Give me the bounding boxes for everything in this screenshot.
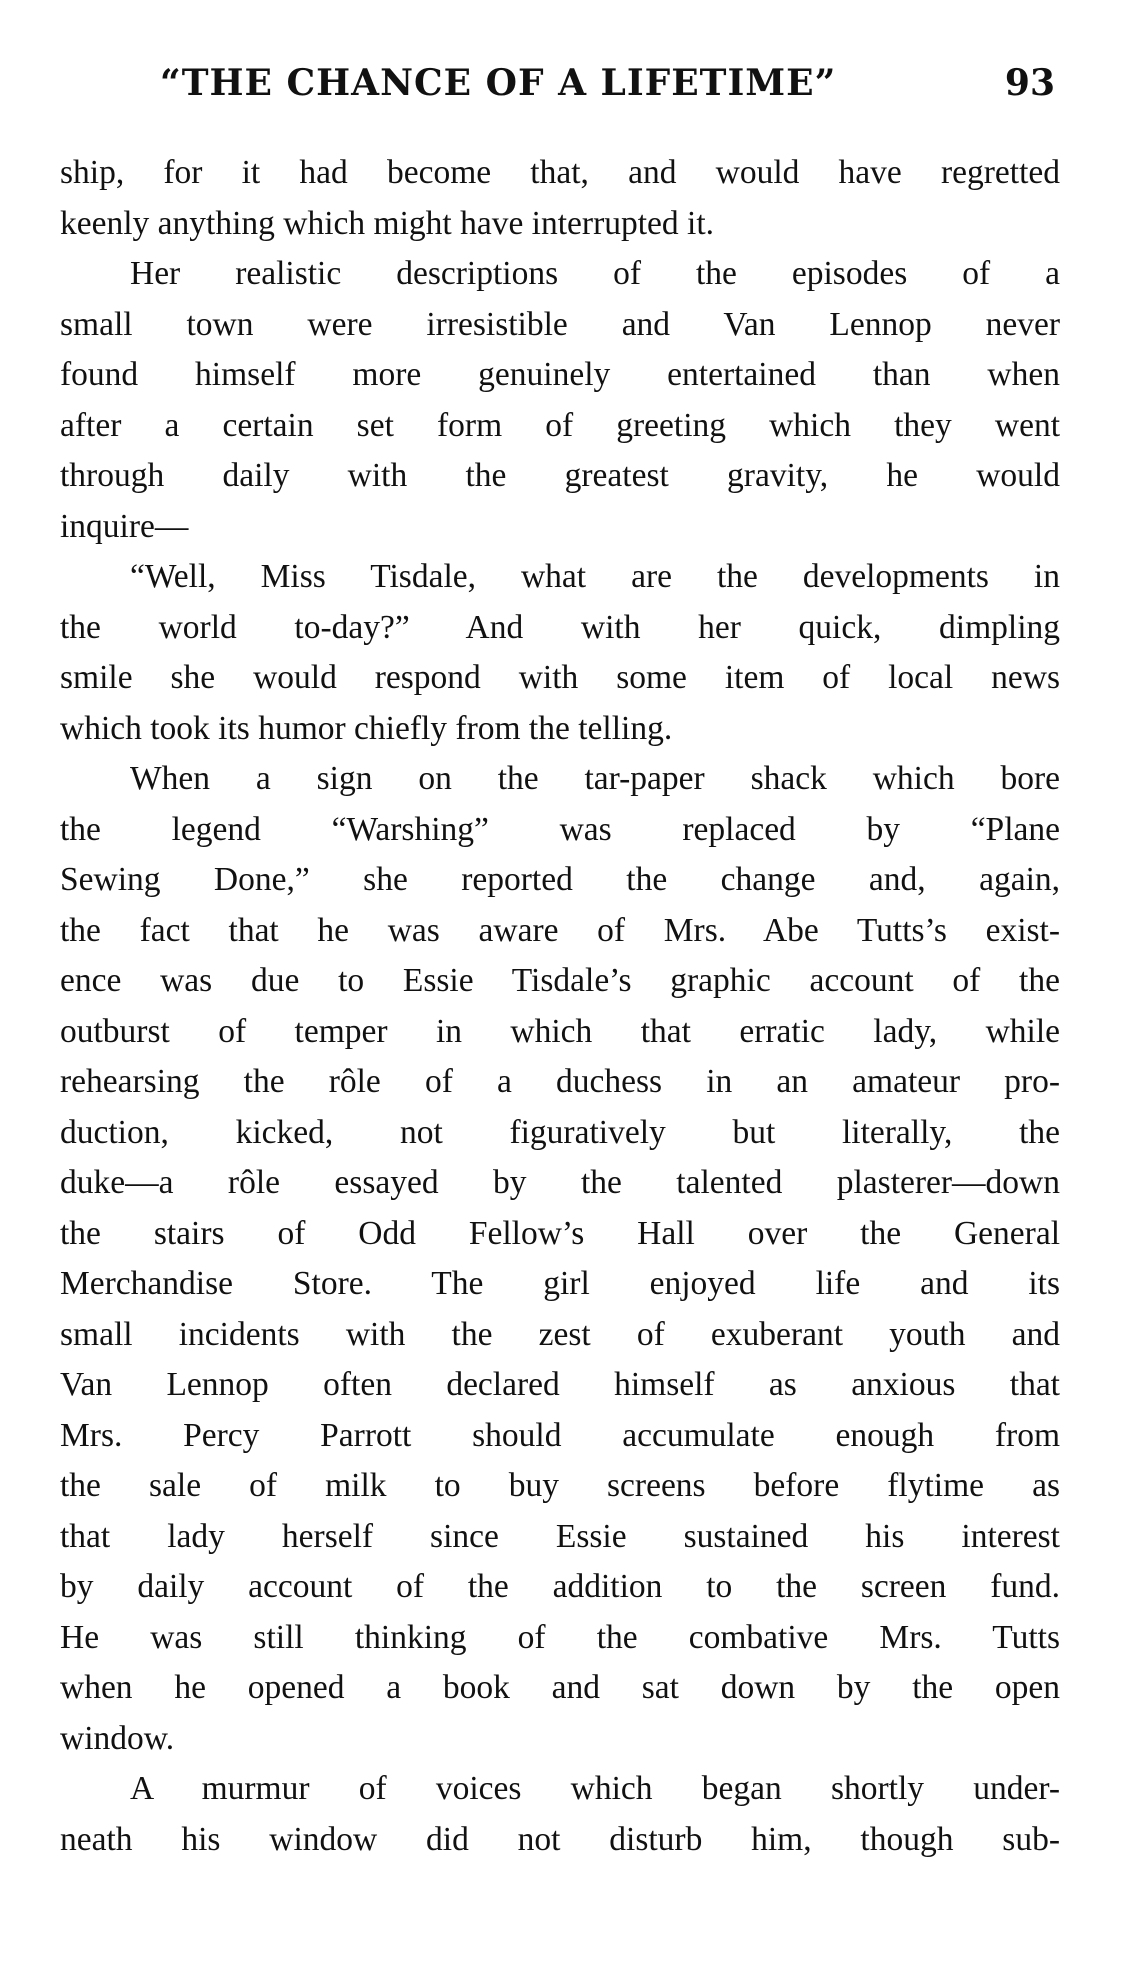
text-line: Van Lennop often declared himself as anxious that [60, 1366, 1060, 1403]
text-line: window. [60, 1719, 175, 1757]
text-line: the legend “Warshing” was replaced by “Plane [60, 810, 1060, 848]
text-line: when he opened a book and sat down by the open [60, 1669, 1060, 1706]
text-line: ence was due to Essie Tisdale’s graphic account of the [60, 962, 1060, 999]
text-line: Merchandise Store. The girl enjoyed life and its [60, 1265, 1060, 1302]
text-line: the stairs of Odd Fellow’s Hall over the General [60, 1214, 1060, 1252]
running-title: “THE CHANCE OF A LIFETIME” [160, 62, 837, 104]
text-line: through daily with the greatest gravity, he would [60, 457, 1060, 494]
text-line: duction, kicked, not figuratively but literally, the [60, 1113, 1060, 1151]
text-line: outburst of temper in which that erratic lady, while [60, 1012, 1060, 1050]
page-number: 93 [1004, 62, 1055, 104]
text-line: inquire— [60, 507, 189, 545]
text-line: Mrs. Percy Parrott should accumulate enough from [60, 1416, 1060, 1454]
text-line: “Well, Miss Tisdale, what are the developments in [130, 558, 1060, 595]
text-line: after a certain set form of greeting which they went [60, 406, 1060, 444]
text-line: neath his window did not disturb him, though sub- [60, 1820, 1060, 1858]
text-line: ship, for it had become that, and would have regretted [60, 154, 1060, 191]
text-line: by daily account of the addition to the screen fund. [60, 1568, 1060, 1605]
text-line: small incidents with the zest of exuberant youth and [60, 1315, 1060, 1353]
text-line: the sale of milk to buy screens before flytime as [60, 1467, 1060, 1504]
text-line: smile she would respond with some item of local news [60, 659, 1060, 696]
text-line: duke—a rôle essayed by the talented plasterer—down [60, 1164, 1060, 1201]
text-line: When a sign on the tar-paper shack which bore [130, 760, 1060, 797]
text-line: A murmur of voices which began shortly under- [130, 1770, 1060, 1807]
text-line: small town were irresistible and Van Lennop never [60, 305, 1060, 343]
text-line: Sewing Done,” she reported the change and, again, [60, 861, 1060, 898]
text-line: the fact that he was aware of Mrs. Abe Tutts’s exist- [60, 911, 1060, 949]
text-line: keenly anything which might have interrupted it. [60, 204, 715, 242]
text-line: Her realistic descriptions of the episodes of a [130, 255, 1060, 292]
text-line: found himself more genuinely entertained than when [60, 356, 1060, 393]
text-line: rehearsing the rôle of a duchess in an amateur pro- [60, 1063, 1060, 1100]
text-line: that lady herself since Essie sustained his interest [60, 1517, 1060, 1555]
page-header [160, 62, 1055, 108]
text-line: which took its humor chiefly from the telling. [60, 709, 673, 747]
text-line: He was still thinking of the combative Mrs. Tutts [60, 1618, 1060, 1656]
body-text [60, 148, 1060, 1865]
text-line: the world to-day?” And with her quick, dimpling [60, 608, 1060, 646]
